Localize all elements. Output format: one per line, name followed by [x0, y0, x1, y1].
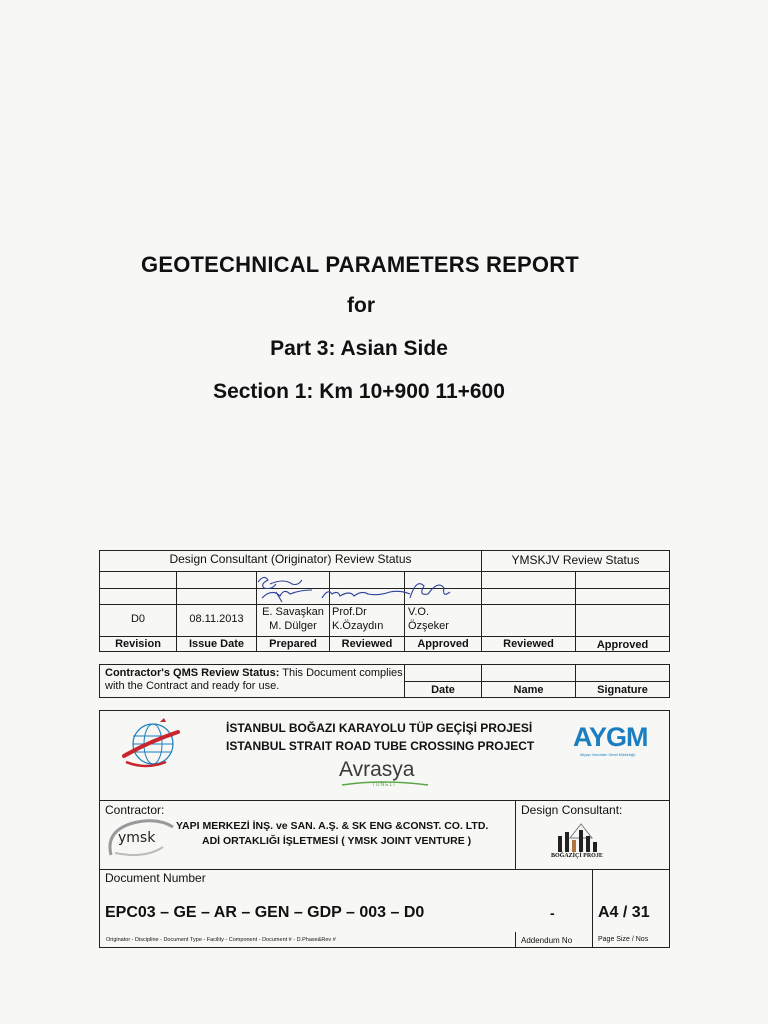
- qms-status-text-2: with the Contract and ready for use.: [105, 680, 280, 692]
- reviewed-header: Reviewed: [341, 638, 393, 650]
- addendum-label: Addendum No: [521, 936, 573, 945]
- document-number-label: Document Number: [105, 871, 206, 885]
- approved-header: Approved: [417, 638, 469, 650]
- qms-date-header: Date: [431, 684, 455, 696]
- revision-header: Revision: [115, 638, 161, 650]
- document-number-legend: Originator - Discipline - Document Type - Facility - Component - Document # - D.Phase&Rev #: [106, 937, 336, 943]
- aygm-subtitle: Altyapı Yatırımları Genel Müdürlüğü: [580, 753, 636, 757]
- bogazici-proje-name: BOĞAZİÇİ PROJE: [551, 853, 603, 859]
- qms-status-text: [105, 667, 405, 693]
- report-part: Part 3: Asian Side: [270, 337, 448, 360]
- document-number-value: EPC03 – GE – AR – GEN – GDP – 003 – D0: [105, 904, 425, 921]
- aygm-logo: AYGM: [573, 722, 648, 752]
- signatures: [250, 568, 460, 610]
- qms-signature-header: Signature: [597, 684, 648, 696]
- issue-date-header: Issue Date: [188, 638, 245, 650]
- project-title-tr: İSTANBUL BOĞAZI KARAYOLU TÜP GEÇİŞİ PROJESİ: [226, 721, 533, 735]
- bogazici-proje-logo: [552, 822, 602, 852]
- contractor-label: Contractor:: [105, 803, 165, 817]
- qms-status-text-1: This Document complies: [279, 667, 403, 679]
- avrasya-logo-text: Avrasya: [339, 758, 415, 781]
- page-size-value: A4 / 31: [598, 904, 650, 921]
- report-section: Section 1: Km 10+900 11+600: [213, 380, 505, 403]
- prepared-header: Prepared: [269, 638, 317, 650]
- avrasya-swoosh-icon: [340, 779, 430, 789]
- ministry-globe-logo: [120, 714, 182, 774]
- design-consultant-label: Design Consultant:: [521, 803, 623, 817]
- ymskjv-approved-header: Approved: [596, 639, 649, 651]
- revision-value: D0: [130, 613, 146, 625]
- prepared-name-2: M. Dülger: [269, 620, 317, 632]
- avrasya-tuneli-text: TÜNELİ: [372, 782, 396, 788]
- report-for: for: [347, 294, 375, 317]
- ymskjv-reviewed-header: Reviewed: [503, 638, 554, 650]
- qms-name-header: Name: [513, 684, 544, 696]
- report-title: GEOTECHNICAL PARAMETERS REPORT: [141, 252, 579, 277]
- reviewed-name-1: Prof.Dr: [332, 606, 367, 618]
- ymsk-logo-text: ymsk: [118, 830, 156, 846]
- page-size-label: Page Size / Nos: [598, 936, 649, 943]
- contractor-name-line2: ADİ ORTAKLIĞI İŞLETMESİ ( YMSK JOINT VENTURE ): [202, 835, 472, 847]
- qms-status-label: Contractor's QMS Review Status:: [105, 667, 280, 679]
- prepared-name-1: E. Savaşkan: [262, 606, 324, 618]
- addendum-value: -: [550, 905, 555, 921]
- project-title-en: ISTANBUL STRAIT ROAD TUBE CROSSING PROJECT: [226, 739, 535, 753]
- approved-name-1: V.O.: [408, 606, 429, 618]
- approved-name-2: Özşeker: [408, 620, 449, 632]
- contractor-name-line1: YAPI MERKEZİ İNŞ. ve SAN. A.Ş. & SK ENG &CONST. CO. LTD.: [176, 820, 489, 832]
- consultant-review-status-header: Design Consultant (Originator) Review Status: [169, 552, 412, 566]
- ymskjv-review-status-header: YMSKJV Review Status: [511, 553, 640, 567]
- issue-date-value: 08.11.2013: [189, 613, 244, 625]
- reviewed-name-2: K.Özaydın: [332, 620, 384, 632]
